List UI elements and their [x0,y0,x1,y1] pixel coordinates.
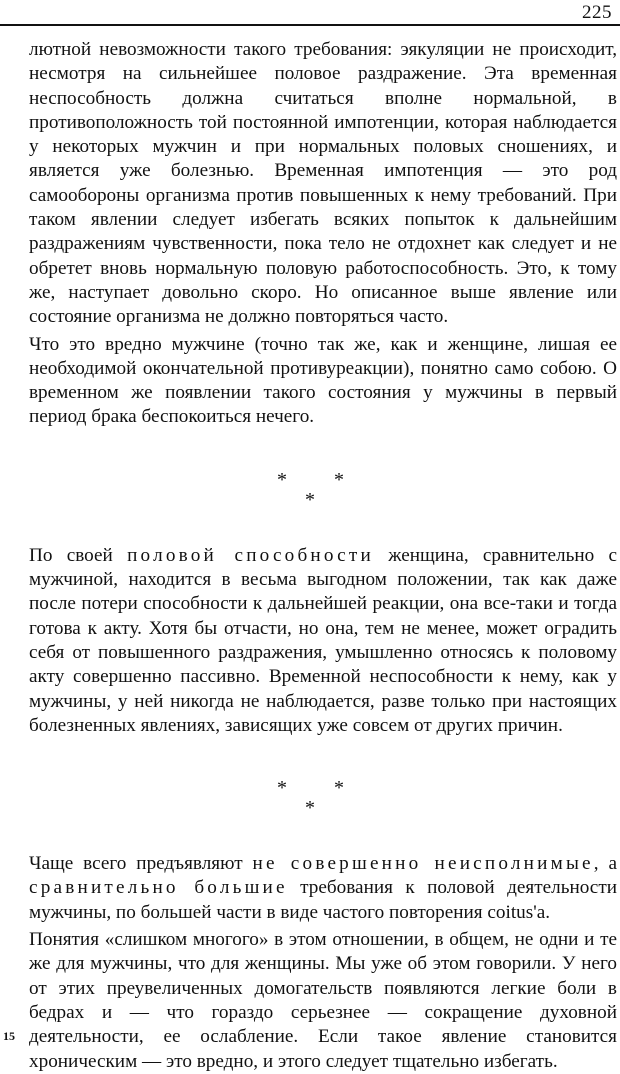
asterism-2 [29,738,617,852]
paragraph-4-text-mid: , а [593,853,617,875]
paragraph-4-text-end: требования к половой деятельности мужчины, по большей части в виде частого повторения coitus'а. [29,877,617,923]
asterism-star: * [334,777,344,800]
asterism-star: * [277,777,287,800]
asterism-star: * [305,797,315,820]
paragraph-2: Что это вредно мужчине (точно так же, как и женщине, лишая ее необходимой окончательной противуреакции), понятно само собою. О временном же появлении такого состояния у мужчины в первый период брака беспокоиться нечего. [29,333,617,428]
paragraph-3-text-end: женщина, сравнительно с мужчиной, находится в весьма выгодном положении, так как даже после потери способности к дальнейшей реакции, она все-таки и тогда готова к акту. Хотя бы отчасти, но она, тем не менее, может оградить себя от повышенного раздражения, умышленно относясь к половому акту совершенно пассивно. Временной неспособности к нему, как у мужчины, у ней никогда не наблюдается, разве только при настоящих болезненных явлениях, зависящих уже совсем от других причин. [29,544,618,736]
paragraph-4-text-start: Чаще всего предъявляют [29,853,253,875]
asterism-star: * [334,468,344,491]
paragraph-4 [29,852,617,925]
paragraph-1: лютной невозможности такого требования: эякуляции не происходит, несмотря на сильнейшее половое раздражение. Эта временная неспособность должна считаться вполне нормальной, в противоположность той постоянной импотенции, которая наблюдается у некоторых мужчин и при нормальных половых сношениях, и является уже болезнью. Временная импотенция — это род самообороны организма против повышенных к нему требований. При таком явлении следует избегать всяких попыток к дальнейшим раздражениям чувственности, пока тело не отдохнет как следует и не обретет вновь нормальную половую работоспособность. Это, к тому же, наступает довольно скоро. Но описанное выше явление или состояние организма не должно повторяться часто. [29,39,617,328]
paragraph-3 [29,544,617,738]
signature-mark: 15 [3,1029,15,1043]
asterism-1 [29,430,617,544]
paragraph-5: Понятия «слишком многого» в этом отношении, в общем, не одни и те же для мужчины, что для женщины. Мы уже об этом говорили. У него от этих преувеличенных домогательств появляются легкие боли в бедрах и — что гораздо серьезнее — сокращение духовной деятельности, ее ослабление. Если такое явление становится хроническим — это вредно, и этого следует тщательно избегать. [29,929,617,1072]
paragraph-4-emphasis-2: сравнительно большие [29,877,288,899]
page-number: 225 [582,2,612,23]
paragraph-3-emphasis: половой способности [127,544,374,566]
asterism-star: * [305,488,315,511]
page-body [29,38,617,1074]
header-rule [0,24,620,26]
paragraph-3-text-start: По своей [29,544,128,566]
asterism-star: * [277,468,287,491]
paragraph-4-emphasis-1: не совершенно неисполнимые [252,853,594,875]
